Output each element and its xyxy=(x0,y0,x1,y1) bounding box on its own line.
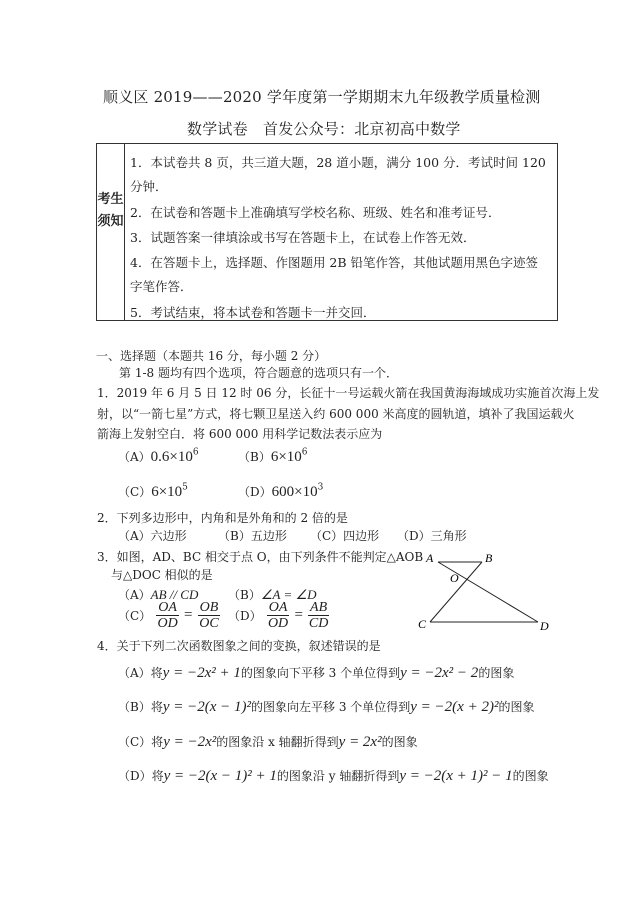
option-exponent: 3 xyxy=(317,482,324,493)
option-value: 6×10 xyxy=(151,484,183,500)
denominator: OD xyxy=(157,616,178,631)
option-text: 的图象 xyxy=(381,735,418,749)
q2-option-d[interactable]: （D）三角形 xyxy=(397,529,467,543)
q1-option-c[interactable] xyxy=(118,481,188,501)
option-exponent: 5 xyxy=(182,482,188,493)
page-title: 顺义区 2019——2020 学年度第一学期期末九年级教学质量检测 xyxy=(103,88,541,106)
option-value: 600×10 xyxy=(271,484,318,500)
option-text: 的图象沿 y 轴翻折得到 xyxy=(276,769,400,783)
option-label: （A） xyxy=(118,588,151,602)
equals-sign: = xyxy=(184,607,193,623)
notice-side-label: 考生须知 xyxy=(97,192,124,229)
notice-divider xyxy=(124,144,125,320)
formula: y = −2x² xyxy=(163,734,217,750)
q1-option-b[interactable] xyxy=(238,446,308,466)
section-heading: 一、选择题（本题共 16 分，每小题 2 分） xyxy=(96,349,327,363)
q1-line: 射，以“一箭七星”方式，将七颗卫星送入约 600 000 米高度的圆轨道，填补了我国运载火 xyxy=(97,407,575,421)
fraction xyxy=(156,600,179,631)
section-intro: 第 1-8 题均有四个选项，符合题意的选项只有一个． xyxy=(119,366,398,380)
option-value: 0.6×10 xyxy=(150,449,193,465)
fraction xyxy=(198,600,221,631)
label-c: C xyxy=(418,617,427,631)
q1-line: 箭海上发射空白．将 600 000 用科学记数法表示应为 xyxy=(97,427,383,441)
option-text: 的图象 xyxy=(478,666,515,680)
option-text: 的图象向下平移 3 个单位得到 xyxy=(240,666,401,680)
option-value: 6×10 xyxy=(270,449,302,465)
option-exponent: 6 xyxy=(192,447,199,458)
option-label: （A） xyxy=(118,450,151,464)
formula: y = 2x² xyxy=(338,734,382,750)
q4-option-a[interactable] xyxy=(118,662,514,682)
q4-option-c[interactable] xyxy=(118,731,418,751)
notice-box xyxy=(96,143,558,321)
q2-option-a[interactable]: （A）六边形 xyxy=(118,529,187,543)
q1-option-d[interactable] xyxy=(238,481,323,501)
label-d: D xyxy=(540,619,549,632)
notice-item: 2．在试卷和答题卡上准确填写学校名称、班级、姓名和准考证号． xyxy=(130,205,501,220)
option-label: （A）将 xyxy=(118,666,163,680)
label-o: O xyxy=(450,571,459,585)
option-text: 的图象沿 x 轴翻折得到 xyxy=(216,735,339,749)
q3-stem: 与△DOC 相似的是 xyxy=(111,568,213,582)
numerator: OA xyxy=(158,600,177,615)
denominator: OC xyxy=(199,616,219,631)
option-label: （D） xyxy=(228,609,262,623)
formula: y = −2(x − 1)² xyxy=(162,699,251,715)
option-label: （D）将 xyxy=(118,769,164,783)
page-subtitle: 数学试卷 首发公众号：北京初高中数学 xyxy=(187,120,461,138)
option-label: （C）将 xyxy=(118,735,164,749)
q1-option-a[interactable] xyxy=(118,446,199,466)
option-label: （B） xyxy=(228,588,261,602)
formula: y = −2(x − 1)² + 1 xyxy=(163,768,277,784)
option-label: （C） xyxy=(118,609,152,623)
formula: y = −2(x + 2)² xyxy=(410,699,499,715)
q3-option-c[interactable] xyxy=(118,600,220,631)
option-label: （B） xyxy=(238,450,271,464)
label-a: A xyxy=(426,551,434,565)
q2-option-b[interactable]: （B）五边形 xyxy=(218,529,287,543)
q3-stem: 3．如图，AD、BC 相交于点 O，由下列条件不能判定△AOB xyxy=(97,550,424,564)
notice-item: 分钟． xyxy=(130,179,168,194)
option-label: （D） xyxy=(238,485,272,499)
option-text: 的图象 xyxy=(512,769,549,783)
formula: y = −2x² + 1 xyxy=(162,665,241,681)
q1-line: 1．2019 年 6 月 5 日 12 时 06 分，长征十一号运载火箭在我国黄海海域成功实施首次海上发 xyxy=(97,386,600,400)
notice-item: 1．本试卷共 8 页，共三道大题，28 道小题，满分 100 分．考试时间 120 xyxy=(130,155,546,170)
q3-figure xyxy=(412,548,562,632)
option-label: （C） xyxy=(118,485,152,499)
fraction xyxy=(308,600,329,631)
q4-stem: 4．关于下列二次函数图象之间的变换，叙述错误的是 xyxy=(97,639,381,653)
equals-sign: = xyxy=(294,607,303,623)
option-text: 的图象 xyxy=(498,700,535,714)
notice-item: 5．考试结束，将本试卷和答题卡一并交回． xyxy=(130,305,376,320)
q2-stem: 2．下列多边形中，内角和是外角和的 2 倍的是 xyxy=(97,511,348,525)
label-b: B xyxy=(485,551,493,565)
denominator: CD xyxy=(308,616,329,631)
notice-item: 3．试题答案一律填涂或书写在答题卡上，在试卷上作答无效． xyxy=(130,230,476,245)
notice-item: 字笔作答． xyxy=(130,279,193,294)
option-label: （B）将 xyxy=(118,700,163,714)
option-exponent: 6 xyxy=(301,447,308,458)
option-value: ∠A = ∠D xyxy=(260,587,317,602)
formula: y = −2x² − 2 xyxy=(400,665,479,681)
option-value: AB // CD xyxy=(150,587,199,602)
q2-option-c[interactable]: （C）四边形 xyxy=(310,529,380,543)
numerator: AB xyxy=(310,600,328,615)
denominator: OD xyxy=(267,616,289,631)
fraction xyxy=(267,600,290,631)
numerator: OA xyxy=(268,600,288,615)
q4-option-b[interactable] xyxy=(118,696,534,716)
numerator: OB xyxy=(199,600,219,615)
q3-option-d[interactable] xyxy=(228,600,329,631)
notice-item: 4．在答题卡上，选择题、作图题用 2B 铅笔作答，其他试题用黑色字迹签 xyxy=(130,255,539,270)
option-text: 的图象向左平移 3 个单位得到 xyxy=(251,700,411,714)
formula: y = −2(x + 1)² − 1 xyxy=(399,768,513,784)
q4-option-d[interactable] xyxy=(118,765,549,785)
